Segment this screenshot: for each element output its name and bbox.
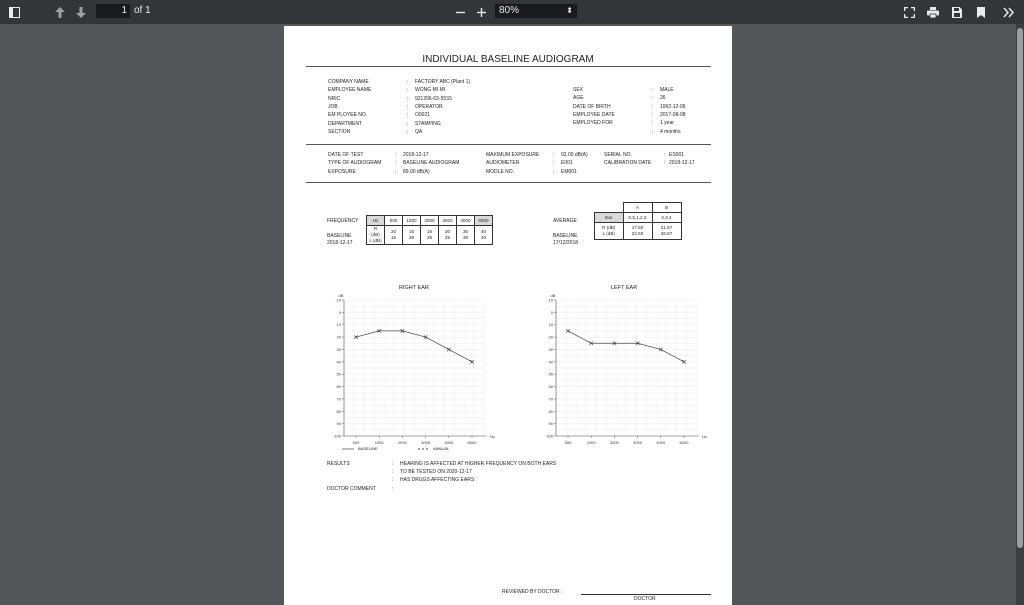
fit-page-icon[interactable] (901, 4, 917, 20)
x-tick-label: 4000 (656, 440, 666, 445)
empty-cell (595, 203, 624, 213)
signature-line (581, 594, 711, 595)
field-label: DATE OF TEST (328, 152, 364, 158)
avg-r-a: 17.50 (631, 225, 644, 230)
y-tick-label: 40 (548, 359, 553, 365)
colon: : (652, 87, 654, 93)
colon: : (407, 95, 409, 102)
x-tick-label: 6000 (467, 440, 477, 445)
field-value: MALE (660, 87, 674, 93)
page-number-input[interactable]: 1 (96, 4, 130, 18)
field-label: EM PLOYEE NO. (328, 112, 368, 119)
y-tick-label: 0 (550, 309, 553, 315)
y-tick-label: 50 (548, 371, 553, 377)
legend-baseline-label: BASELINE (358, 446, 378, 451)
save-icon[interactable] (949, 4, 965, 20)
y-axis-label: dB (550, 293, 556, 298)
field-label: DATE OF BIRTH (573, 103, 611, 110)
l-value: 30 (462, 235, 469, 240)
frequency-table (366, 215, 493, 245)
value-cell (457, 226, 475, 245)
document-page (284, 26, 732, 605)
value-cell (403, 226, 421, 245)
y-tick-label: 0 (338, 309, 341, 315)
select-caret-icon: ⬍ (566, 6, 573, 15)
colon: : (652, 128, 654, 135)
field-value: 2018-12-17 (669, 160, 695, 167)
x-tick-label: 2000 (397, 440, 407, 445)
ear-labels-cell (367, 226, 385, 245)
field-value: EM001 (561, 168, 577, 175)
field-value: 921206-03-5533 (415, 95, 452, 102)
page-count-label: of 1 (134, 5, 151, 16)
freq-cell: 3000 (439, 216, 457, 226)
r-value: 20 (390, 229, 397, 234)
r-value: 30 (462, 229, 469, 234)
average-label: AVERAGE (553, 218, 577, 224)
hz-header: Hz (367, 216, 385, 226)
colon: : (407, 120, 409, 127)
colon: : (407, 79, 409, 85)
l-value: 25 (426, 235, 433, 240)
field-label: DEPARTMENT (328, 120, 362, 127)
l-db-label: L (dB) (369, 238, 382, 243)
avg-r-b: 21.67 (660, 225, 673, 230)
field-label: SERIAL NO. (604, 152, 632, 158)
colon: : (553, 160, 555, 167)
x-tick-label: 3000 (421, 440, 431, 445)
freq-cell: 4000 (457, 216, 475, 226)
doctor-comment-label: DOCTOR COMMENT (327, 486, 376, 492)
y-tick-label: 60 (336, 384, 341, 390)
r-value: 15 (408, 229, 415, 234)
y-tick-label: 60 (548, 384, 553, 390)
value-cell (439, 226, 457, 245)
ear-header: Ear (595, 213, 624, 223)
x-tick-label: 3000 (633, 440, 643, 445)
more-icon[interactable] (1001, 4, 1017, 20)
colon: : (407, 103, 409, 110)
field-label: EMPLOYEE DATE (573, 111, 615, 118)
l-value: 25 (408, 235, 415, 240)
avg-baseline-label: BASELINE (553, 233, 578, 239)
field-value: ES001 (669, 152, 685, 158)
r-value: 20 (444, 229, 451, 234)
r-db-label: R (dB) (371, 226, 380, 237)
b-freqs: 2,3,4 (652, 213, 681, 223)
field-value: WONG MI MI (415, 87, 445, 94)
field-label: AGE (573, 95, 584, 102)
avg-l-a: 22.50 (631, 231, 644, 236)
legend-annual-label: ANNUAL (433, 446, 450, 451)
x-tick-label: 1000 (374, 440, 384, 445)
r-value: 15 (426, 229, 433, 234)
print-icon[interactable] (925, 4, 941, 20)
y-tick-label: -10 (335, 297, 341, 303)
y-tick-label: 20 (336, 334, 341, 340)
up-arrow-icon[interactable] (52, 4, 68, 20)
colon: : (407, 87, 409, 94)
field-label: AUDIOMETER (486, 160, 520, 167)
scrollbar-thumb[interactable] (1017, 28, 1023, 548)
sidebar-toggle-icon[interactable] (6, 4, 22, 20)
field-label: COMPANY NAME (328, 79, 369, 85)
result-line: HAS DRUGS AFFECTING EARS (400, 477, 475, 483)
freq-cell: 1000 (403, 216, 421, 226)
field-value: 92.00 dB(A) (561, 152, 588, 158)
x-tick-label: 4000 (444, 440, 454, 445)
y-tick-label: 70 (336, 396, 341, 402)
field-label: SEX (573, 87, 584, 93)
freq-cell: 500 (385, 216, 403, 226)
field-value: FACTORY ABC (Plant 1) (415, 79, 471, 85)
colon: : (664, 160, 666, 167)
value-cell (421, 226, 439, 245)
zoom-value: 80% (499, 5, 520, 16)
avg-l-b: 26.67 (660, 231, 673, 236)
field-label: JOB (328, 103, 338, 110)
y-tick-label: 80 (548, 408, 553, 414)
l-value: 15 (390, 235, 397, 240)
y-tick-label: -10 (547, 297, 553, 303)
vertical-scrollbar[interactable] (1016, 24, 1024, 605)
y-tick-label: 30 (336, 346, 341, 352)
colon: : (652, 95, 654, 102)
colon: : (392, 469, 394, 475)
avg-baseline-date: 17/12/2018 (553, 240, 579, 246)
title-divider (306, 66, 711, 67)
field-value: QA (415, 128, 423, 135)
avg-ear-labels (595, 223, 624, 240)
zoom-in-icon[interactable] (473, 4, 489, 20)
right-ear-chart (324, 292, 499, 457)
bookmark-icon[interactable] (973, 4, 989, 20)
doctor-label: DOCTOR (634, 596, 656, 602)
y-axis-label: dB (338, 293, 344, 298)
y-tick-label: 30 (548, 346, 553, 352)
field-label: EMPLOYED FOR (573, 120, 613, 127)
value-cell (475, 226, 493, 245)
right-ear-title: RIGHT EAR (399, 285, 429, 291)
y-tick-label: 100 (546, 433, 553, 439)
y-tick-label: 40 (336, 359, 341, 365)
field-label: EXPOSURE (328, 168, 356, 175)
x-tick-label: 500 (564, 440, 572, 445)
field-value: 4 months (660, 128, 681, 135)
l-value: 25 (444, 235, 451, 240)
a-freqs: 0.5,1,2,3 (623, 213, 652, 223)
y-tick-label: 10 (548, 322, 553, 328)
freq-cell: 6000 (475, 216, 493, 226)
field-label: MODLE NO. (486, 168, 515, 175)
zoom-out-icon[interactable] (452, 4, 468, 20)
field-label: TYPE OF AUDIOGRAM (328, 160, 382, 167)
x-axis-label: Hz (490, 434, 495, 439)
col-a-header: A (623, 203, 652, 213)
colon: : (652, 103, 654, 110)
y-tick-label: 20 (548, 334, 553, 340)
document-title: INDIVIDUAL BASELINE AUDIOGRAM (422, 54, 594, 65)
field-label: MAXIMUM EXPOSURE (486, 152, 540, 158)
field-value: 89.00 dB(A) (403, 168, 430, 175)
field-value: 1992-12-06 (660, 103, 686, 110)
y-tick-label: 10 (336, 322, 341, 328)
x-tick-label: 2000 (609, 440, 619, 445)
section-divider (306, 182, 711, 183)
colon: : (395, 160, 397, 167)
colon: : (553, 168, 555, 175)
y-tick-label: 80 (336, 408, 341, 414)
x-tick-label: 6000 (679, 440, 689, 445)
field-label: NRIC (328, 95, 341, 102)
field-value: 1 year (660, 120, 674, 127)
results-label: RESULTS (327, 461, 350, 467)
x-tick-label: 1000 (586, 440, 596, 445)
reviewed-by-label: REVIEWED BY DOCTOR : (502, 589, 563, 595)
result-line: HEARING IS AFFECTED AT HIGHER FREQUENCY ON BOTH EARS (400, 461, 557, 467)
down-arrow-icon[interactable] (73, 4, 89, 20)
baseline-label: BASELINE (327, 233, 352, 239)
r-value: 40 (480, 229, 487, 234)
avg-l-label: L (dB) (602, 231, 615, 236)
y-tick-label: 50 (336, 371, 341, 377)
avg-b-values (652, 223, 681, 240)
baseline-date: 2018-12-17 (327, 240, 353, 246)
colon: : (392, 486, 394, 492)
pdf-toolbar (0, 0, 1024, 24)
colon: : (407, 112, 409, 119)
colon: : (395, 152, 397, 158)
field-label: EMPLOYEE NAME (328, 87, 372, 94)
colon: : (652, 120, 654, 127)
field-value: E001 (561, 160, 573, 167)
colon: : (553, 152, 555, 158)
field-value: BASELINE AUDIOGRAM (403, 160, 460, 167)
y-tick-label: 100 (334, 433, 341, 439)
field-label: CALIBRATION DATE (604, 160, 652, 167)
value-cell (385, 226, 403, 245)
colon: : (652, 111, 654, 118)
y-tick-label: 90 (336, 421, 341, 427)
x-tick-label: 500 (352, 440, 360, 445)
colon: : (392, 461, 394, 467)
colon: : (407, 128, 409, 135)
field-value: 2018-12-17 (403, 152, 429, 158)
colon: : (664, 152, 666, 158)
frequency-label: FREQUENCY (327, 218, 359, 224)
section-divider (306, 144, 711, 145)
y-tick-label: 90 (548, 421, 553, 427)
freq-cell: 2000 (421, 216, 439, 226)
field-value: O0021 (415, 112, 431, 119)
avg-a-values (623, 223, 652, 240)
y-tick-label: 70 (548, 396, 553, 402)
l-value: 40 (480, 235, 487, 240)
x-axis-label: Hz (702, 434, 707, 439)
field-label: SECTION (328, 128, 351, 135)
left-ear-title: LEFT EAR (611, 285, 638, 291)
left-ear-chart (536, 292, 711, 457)
zoom-select[interactable] (495, 4, 577, 18)
field-value: STAMPING (415, 120, 441, 127)
result-line: TO BE TESTED ON 2020-12-17 (400, 469, 472, 475)
col-b-header: B (652, 203, 681, 213)
field-value: 2017-08-08 (660, 111, 686, 118)
field-value: 26 (660, 95, 666, 102)
average-table (594, 202, 682, 240)
colon: : (392, 477, 394, 483)
field-value: OPERATOR (415, 103, 443, 110)
avg-r-label: R (dB) (602, 225, 616, 230)
colon: : (395, 168, 397, 175)
